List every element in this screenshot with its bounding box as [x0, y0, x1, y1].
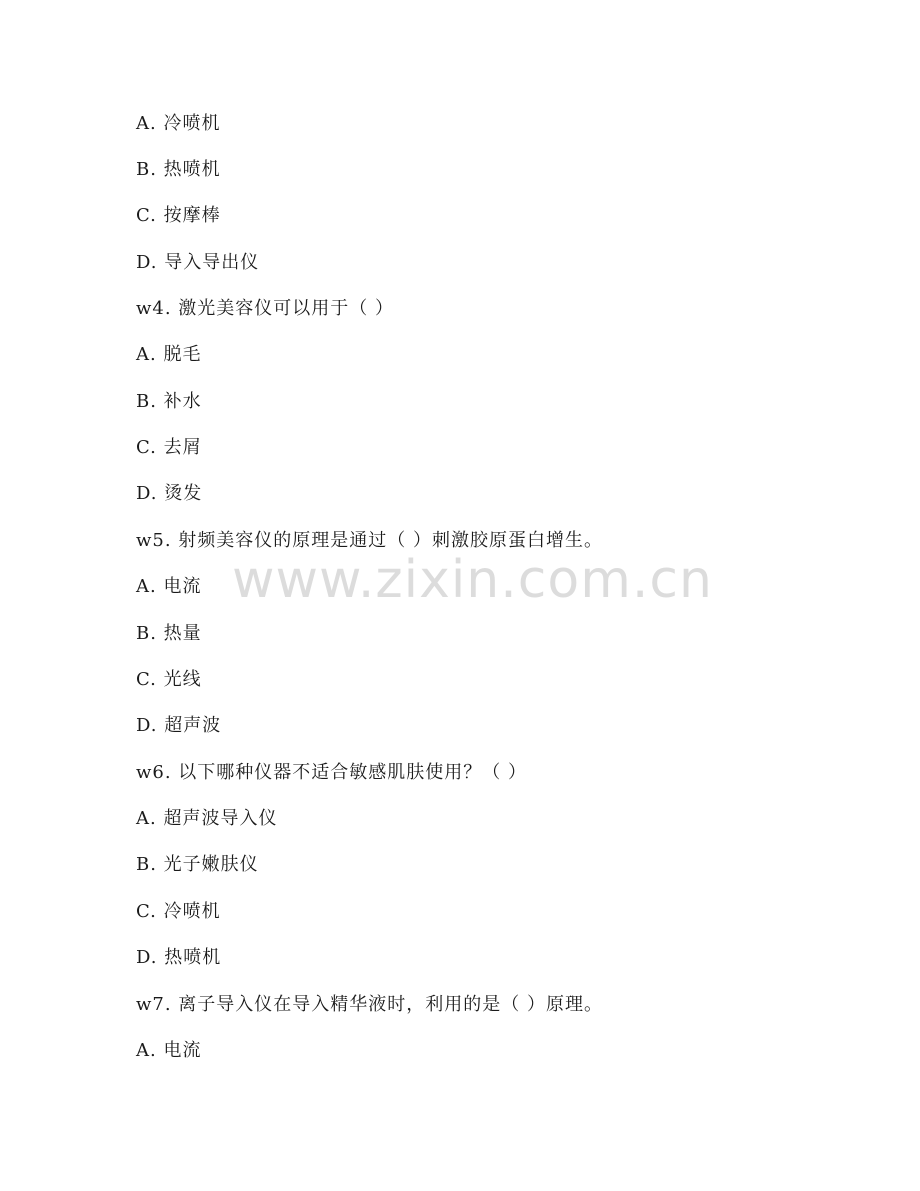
option-line: C. 去屑 — [136, 437, 202, 458]
option-line: A. 脱毛 — [136, 344, 202, 365]
option-line: C. 按摩棒 — [136, 205, 221, 226]
watermark: www.zixin.com.cn — [232, 550, 713, 610]
question-line: w4. 激光美容仪可以用于（ ） — [136, 298, 395, 319]
option-line: D. 烫发 — [136, 483, 203, 504]
question-line: w5. 射频美容仪的原理是通过（ ）刺激胶原蛋白增生。 — [136, 530, 604, 551]
option-line: D. 超声波 — [136, 715, 222, 736]
question-line: w7. 离子导入仪在导入精华液时，利用的是（ ）原理。 — [136, 994, 604, 1015]
option-line: A. 电流 — [136, 1040, 202, 1061]
option-line: B. 光子嫩肤仪 — [136, 854, 259, 875]
option-line: A. 冷喷机 — [136, 113, 221, 134]
option-line: C. 冷喷机 — [136, 901, 221, 922]
option-line: B. 热喷机 — [136, 159, 221, 180]
option-line: B. 补水 — [136, 391, 202, 412]
option-line: A. 电流 — [136, 576, 202, 597]
option-line: A. 超声波导入仪 — [136, 808, 278, 829]
option-line: D. 导入导出仪 — [136, 252, 260, 273]
question-line: w6. 以下哪种仪器不适合敏感肌肤使用？（ ） — [136, 762, 528, 783]
option-line: C. 光线 — [136, 669, 202, 690]
option-line: D. 热喷机 — [136, 947, 222, 968]
option-line: B. 热量 — [136, 623, 202, 644]
